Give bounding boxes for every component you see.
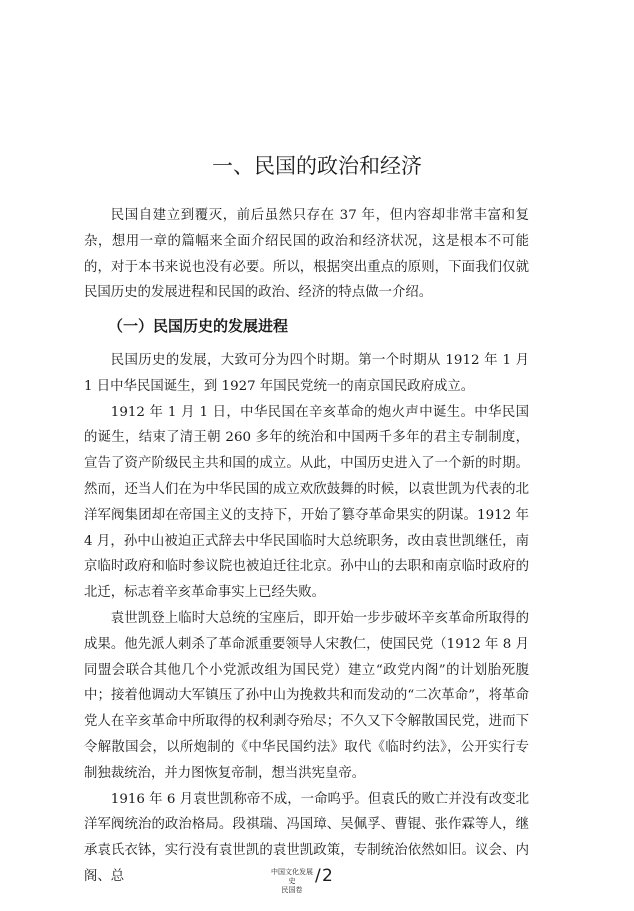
- page-separator: /: [315, 866, 321, 886]
- page-number: 2: [322, 866, 333, 886]
- book-series-label: [270, 868, 314, 895]
- body-paragraph-2: 1912 年 1 月 1 日，中华民国在辛亥革命的炮火声中诞生。中华民国的诞生，结束了清王朝 260 多年的统治和中国两千多年的君主专制制度，宣告了资产阶级民主共和国的成立。从此，中国历史进入了一个新的时期。然而，还当人们在为中华民国的成立欢欣鼓舞的时候，以袁世凯为代表的北洋军阀集团却在帝国主义的支持下，开始了篡夺革命果实的阴谋。1912 年 4 月，孙中山被迫正式辞去中华民国临时大总统职务，改由袁世凯继任，南京临时政府和临时参议院也被迫迁往北京。孙中山的去职和南京临时政府的北迁，标志着辛亥革命事实上已经失败。: [84, 404, 529, 601]
- intro-paragraph: 民国自建立到覆灭，前后虽然只存在 37 年，但内容却非常丰富和复杂，想用一章的篇幅来全面介绍民国的政治和经济状况，这是根本不可能的，对于本书来说也没有必要。所以，根据突出重点的原则，下面我们仅就民国历史的发展进程和民国的政治、经济的特点做一介绍。: [84, 208, 529, 301]
- series-volume: 民国卷: [281, 886, 303, 894]
- series-title: 中国文化发展史: [271, 868, 313, 885]
- section-body: [84, 348, 529, 890]
- body-paragraph-1: 民国历史的发展，大致可分为四个时期。第一个时期从 1912 年 1 月 1 日中华民国诞生，到 1927 年国民党统一的南京国民政府成立。: [84, 353, 529, 394]
- page-footer: [0, 866, 634, 896]
- body-paragraph-4: 1916 年 6 月袁世凯称帝不成，一命呜乎。但袁氏的败亡并没有改变北洋军阀统治的政治格局。段祺瑞、冯国璋、吴佩孚、曹锟、张作霖等人，继承袁氏衣钵，实行没有袁世凯的袁世凯政策，专制统治依然如旧。议会、内阁、总: [84, 791, 529, 884]
- body-paragraph-3: 袁世凯登上临时大总统的宝座后，即开始一步步破坏辛亥革命所取得的成果。他先派人刺杀了革命派重要领导人宋教仁，使国民党（1912 年 8 月同盟会联合其他几个小党派改组为国民党）建立“政党内阁”的计划胎死腹中；接着他调动大军镇压了孙中山为挽救共和而发动的“二次革命”，将革命党人在辛亥革命中所取得的权利剥夺殆尽；不久又下令解散国民党，进而下令解散国会，以所炮制的《中华民国约法》取代《临时约法》，公开实行专制独裁统治，并力图恢复帝制，想当洪宪皇帝。: [84, 610, 529, 781]
- intro-block: [84, 203, 529, 306]
- section-title: （一）民国历史的发展进程: [108, 317, 289, 335]
- chapter-title: 一、民国的政治和经济: [212, 154, 422, 178]
